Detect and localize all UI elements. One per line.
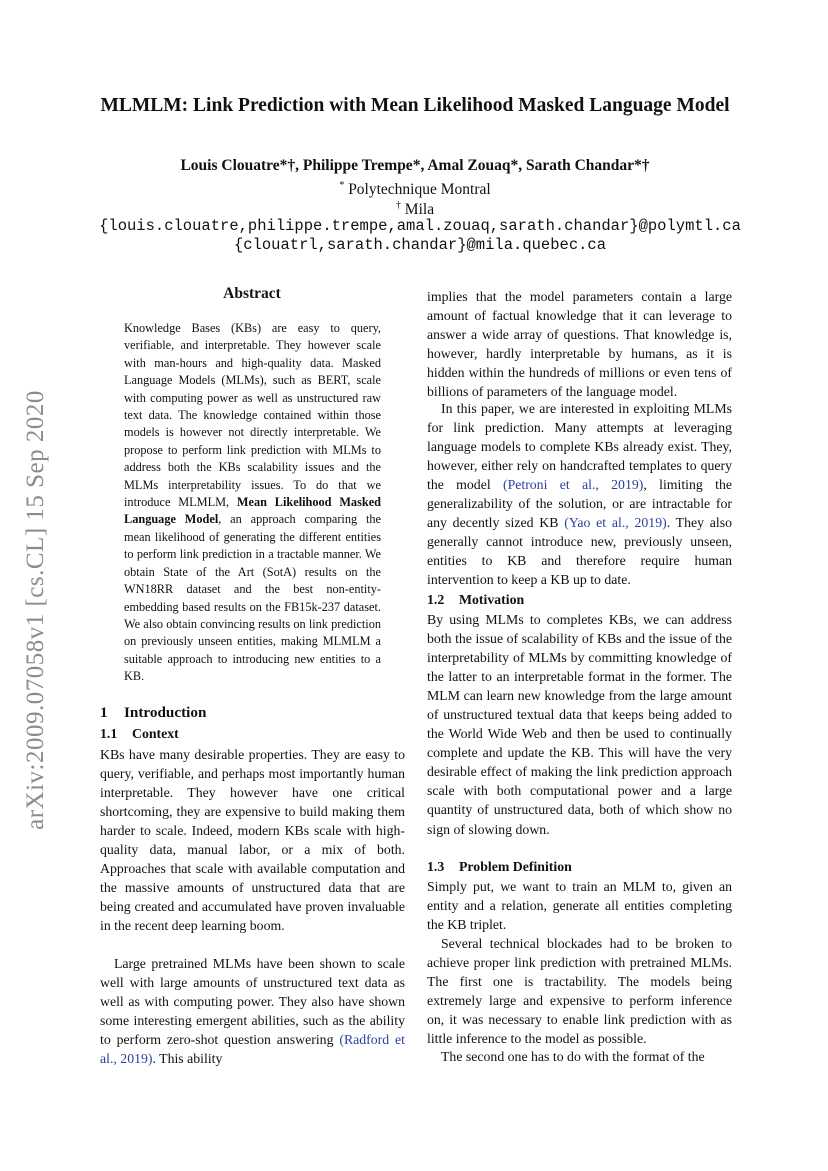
section-title: Context (132, 726, 179, 741)
subsection-heading-motivation (427, 590, 732, 609)
affiliation-mark: * (339, 180, 345, 191)
abstract-body: Knowledge Bases (KBs) are easy to query, verifiable, and interpretable. They however scale with man-hours and high-quality data. Masked Language Models (MLMs), such as BERT, scale with computing power as well as unstructured raw text data. The knowledge contained within those models is however not directly interpretable. We propose to perform link prediction with MLMs to address both the KBs scalability issues and the MLMs interpretability issues. To do that we introduce MLMLM, Mean Likelihood Masked Language Model, an approach comparing the mean likelihood of generating the different entities to perform link prediction in a tractable manner. We obtain State of the Art (SotA) results on the WN18RR dataset and the best non-entity-embedding based results on the FB15k-237 dataset. We also obtain convincing results on link prediction on previously unseen entities, making MLMLM a suitable approach to introducing new entities to a KB. (124, 321, 382, 684)
citation-petroni-2019[interactable]: (Petroni et al., 2019) (502, 477, 644, 493)
paper-title: MLMLM: Link Prediction with Mean Likelihood Masked Language Model (100, 95, 730, 116)
citation-radford-2019[interactable]: (Radford et al., 2019) (100, 1032, 405, 1067)
subsection-heading-context (100, 724, 405, 743)
section-number: 1.2 (427, 592, 445, 607)
paragraph-context-3: implies that the model parameters contain a large amount of factual knowledge that it can leverage to answer a wide array of questions. That knowledge is, however, hardly interpretable by humans, as it is hidden within the hundreds of millions or even tens of billions of parameters of the language model. (427, 289, 732, 400)
paragraph-problem-definition-3: The second one has to do with the format of the (441, 1049, 705, 1064)
affiliation-name: Mila (404, 201, 435, 219)
email-mila: {clouatrl,sarath.chandar}@mila.quebec.ca (233, 236, 607, 254)
section-number: 1.3 (427, 859, 445, 874)
author-list: Louis Clouatre*†, Philippe Trempe*, Amal Zouaq*, Sarath Chandar*† (180, 157, 650, 174)
section-number: 1 (100, 704, 108, 721)
paragraph-motivation: By using MLMs to completes KBs, we can address both the issue of scalability of KBs and the issue of the interpretability of MLMs by committing knowledge of the latter to an interpretable format in the former. The MLM can learn new knowledge from the large amount of unstructured textual data that keeps being added to the World Wide Web and then be used to continually complete and update the KB. This will have the very desirable effect of making the link prediction approach scale with both computational power and a large quantity of unstructured data, both of which show no sign of slowing down. (427, 612, 732, 837)
paragraph-problem-definition-1: Simply put, we want to train an MLM to, given an entity and a relation, generate all entities completing the KB triplet. (427, 879, 732, 933)
arxiv-identifier-text: arXiv:2009.07058v1 [cs.CL] 15 Sep 2020 (22, 390, 49, 830)
section-title: Motivation (459, 592, 525, 607)
citation-yao-2019[interactable]: (Yao et al., 2019) (564, 515, 667, 531)
section-number: 1.1 (100, 726, 118, 741)
section-title: Introduction (124, 704, 207, 721)
paragraph-context-4: In this paper, we are interested in exploiting MLMs for link prediction. Many attempts at leveraging language models to complete KBs already exist. They, however, either rely on handcrafted templates to query the model (Petroni et al., 2019), limiting the generalizability of the solution, or are intractable for any decently sized KB (Yao et al., 2019). They also generally cannot introduce new, previously unseen, entities to KB and therefore require human intervention to keep a KB up to date. (427, 401, 732, 588)
affiliation-mark: † (395, 200, 401, 211)
paragraph-context-1: KBs have many desirable properties. They are easy to query, verifiable, and perhaps most importantly human interpretable. They however have one critical shortcoming, they are expensive to build making them harder to scale. Indeed, modern KBs scale with high-quality data, manual labor, or a mix of both. Approaches that scale with available computation and the massive amounts of unstructured data that are being created and accumulated have proven invaluable in the recent deep learning boom. (100, 747, 405, 934)
section-title: Problem Definition (459, 859, 572, 874)
affiliation-name: Polytechnique Montral (348, 181, 491, 199)
paragraph-context-2: Large pretrained MLMs have been shown to scale well with large amounts of unstructured text data as well as with computing power. They also have shown some interesting emergent abilities, such as the ability to perform zero-shot question answering (Radford et al., 2019). This ability (100, 956, 405, 1067)
email-polymtl: {louis.clouatre,philippe.trempe,amal.zouaq,sarath.chandar}@polymtl.ca (99, 217, 741, 235)
section-heading-introduction (100, 703, 405, 723)
subsection-heading-problem-definition (427, 857, 732, 876)
paragraph-problem-definition-2: Several technical blockades had to be broken to achieve proper link prediction with pretrained MLMs. The first one is tractability. The models being extremely large and expensive to perform inference on, it was necessary to enable link prediction with as little inference to the model as possible. (427, 936, 732, 1047)
abstract-heading: Abstract (223, 285, 281, 302)
